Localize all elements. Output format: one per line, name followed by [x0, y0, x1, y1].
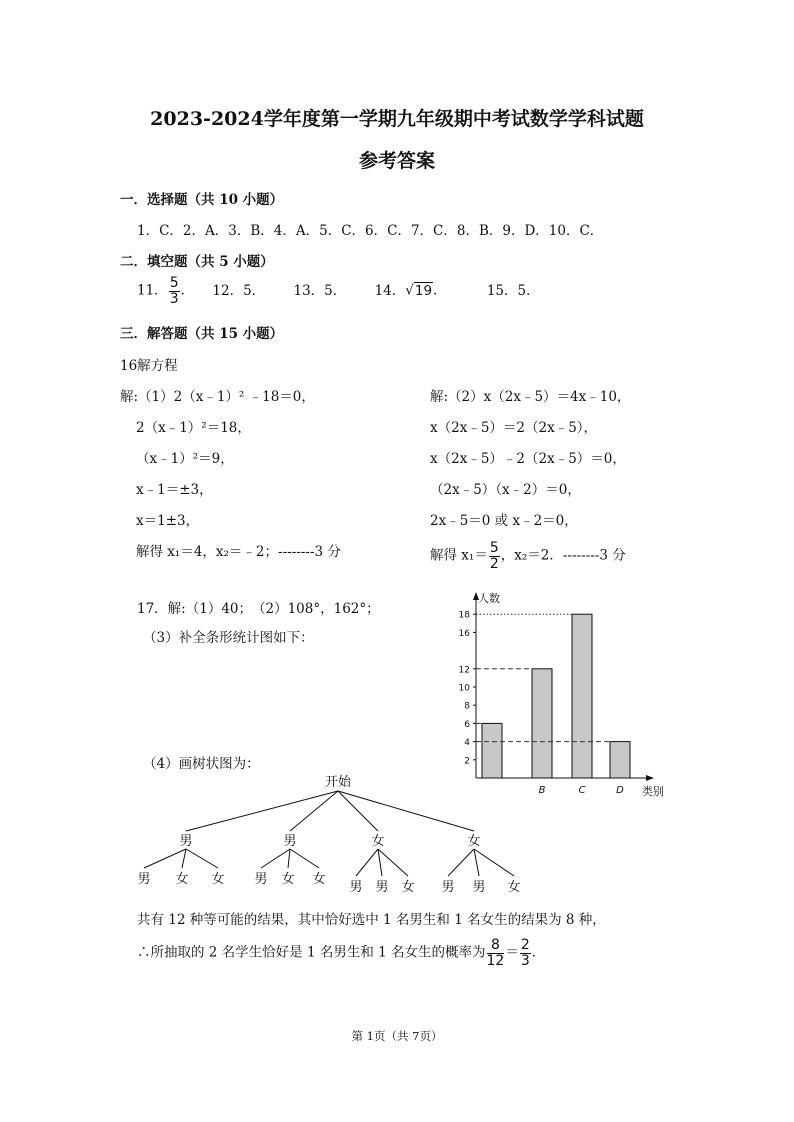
y-tick-label: 10 — [458, 683, 470, 694]
q16-right-line-3: x（2x﹣5）﹣2（2x﹣5）＝0， — [430, 451, 626, 467]
fraction1-denominator: 12 — [486, 952, 505, 969]
tree-branch-level2 — [288, 849, 290, 868]
q11-suffix: ． — [180, 282, 195, 299]
y-tick-label: 12 — [458, 665, 470, 676]
bar-d — [610, 742, 630, 778]
tree-level2-node: 男 — [349, 880, 363, 895]
tree-level1-node: 男 — [179, 834, 193, 849]
section2-answers — [137, 276, 540, 306]
right-final-prefix: 解得 x₁＝ — [430, 547, 488, 564]
y-tick-label: 8 — [464, 701, 470, 712]
conclusion-prefix: ∴所抽取的 2 名学生恰好是 1 名男生和 1 名女生的概率为 — [137, 944, 486, 961]
q11-prefix: 11． — [137, 282, 168, 299]
y-tick-label: 6 — [464, 719, 470, 730]
tree-branch-level2 — [182, 849, 186, 868]
tree-branch-level2 — [378, 849, 382, 876]
q16-left-line-4: x﹣1＝±3， — [136, 482, 213, 498]
right-final-denominator: 2 — [489, 555, 499, 572]
tree-branch-level2 — [448, 849, 474, 876]
tree-level2-node: 女 — [211, 872, 225, 887]
tree-level2-node: 女 — [175, 872, 189, 887]
right-final-fraction — [489, 541, 500, 571]
tree-level2-node: 男 — [441, 880, 455, 895]
tree-level1-node: 女 — [371, 834, 385, 849]
tree-level1-node: 男 — [283, 834, 297, 849]
tree-root: 开始 — [324, 775, 352, 790]
q14-radicand: 19 — [414, 282, 433, 299]
x-axis-label: 类别 — [642, 785, 664, 798]
q16-right-line-2: x（2x﹣5）＝2（2x﹣5）， — [430, 420, 598, 436]
q16-right-line-1: 解:（2）x（2x﹣5）＝4x﹣10， — [430, 389, 631, 405]
tree-branch-level2 — [474, 849, 479, 876]
probability-fraction-1 — [487, 938, 505, 968]
q13-answer: 13．5． — [293, 282, 347, 299]
fraction2-denominator: 3 — [520, 952, 530, 969]
fraction2-numerator: 2 — [520, 937, 530, 953]
x-tick-label-d: D — [616, 785, 624, 796]
tree-branch-root-1 — [186, 791, 338, 831]
tree-level2-node: 女 — [312, 872, 326, 887]
q11-fraction — [169, 276, 180, 306]
q16-right-line-4: （2x﹣5）（x﹣2）＝0， — [430, 482, 581, 498]
section3-heading: 三．解答题（共 15 小题） — [120, 326, 284, 342]
tree-branch-level2 — [144, 849, 186, 868]
tree-level2-node: 女 — [281, 872, 295, 887]
tree-level1-node: 女 — [467, 834, 481, 849]
y-tick-label: 2 — [464, 756, 470, 767]
tree-branch-level2 — [378, 849, 408, 876]
tree-level2-node: 男 — [375, 880, 389, 895]
bar-chart — [440, 588, 680, 800]
q17-line4: （4）画树状图为： — [143, 756, 260, 772]
q14-sqrt: √19 — [405, 282, 433, 299]
tree-branch-level2 — [186, 849, 218, 868]
tree-branch-level2 — [474, 849, 514, 876]
q11-denominator: 3 — [169, 290, 179, 307]
q16-left-line-3: （x﹣1）²＝9， — [136, 451, 234, 467]
bar-c — [572, 614, 592, 778]
q14-prefix: 14． — [374, 282, 406, 299]
fraction1-numerator: 8 — [487, 938, 505, 954]
tree-branch-level2 — [290, 849, 319, 868]
q16-title: 16解方程 — [120, 358, 178, 374]
x-axis-arrow — [646, 775, 654, 781]
section1-heading: 一．选择题（共 10 小题） — [120, 192, 284, 208]
tree-level2-node: 男 — [137, 872, 151, 887]
q16-right-line-5: 2x﹣5＝0 或 x﹣2＝0， — [430, 513, 578, 529]
x-tick-label-c: C — [578, 785, 586, 796]
q12-answer: 12．5． — [212, 282, 266, 299]
q16-left-line-5: x＝1±3， — [136, 513, 200, 529]
tree-level2-node: 男 — [254, 872, 268, 887]
conclusion-line1: 共有 12 种等可能的结果，其中恰好选中 1 名男生和 1 名女生的结果为 8 种， — [137, 912, 606, 928]
y-axis-label: 人数 — [478, 592, 500, 605]
right-final-numerator: 5 — [489, 540, 499, 556]
conclusion-line2 — [137, 938, 545, 968]
q14-suffix: ． — [433, 282, 447, 299]
section1-answers: 1．C．2．A．3．B．4．A．5．C．6．C．7．C．8．B．9．D．10．C． — [137, 223, 604, 239]
tree-level2-node: 女 — [401, 880, 415, 895]
conclusion-suffix: ． — [531, 944, 546, 961]
y-tick-label: 4 — [464, 738, 470, 749]
page-footer: 第 1页（共 7页） — [351, 1029, 443, 1043]
y-tick-label: 16 — [458, 628, 470, 639]
q16-right-final — [430, 541, 626, 571]
tree-level2-node: 女 — [507, 880, 521, 895]
right-final-suffix: ，x₂＝2．--------3 分 — [500, 547, 626, 564]
q17-line2: （3）补全条形统计图如下： — [143, 630, 314, 646]
x-tick-label-b: B — [538, 785, 546, 796]
page-title: 2023-2024学年度第一学期九年级期中考试数学学科试题 — [150, 108, 644, 130]
tree-branch-level2 — [356, 849, 378, 876]
equals-sign: ＝ — [505, 944, 519, 961]
tree-diagram — [120, 770, 550, 900]
probability-fraction-2 — [520, 938, 531, 968]
q16-left-line-2: 2（x﹣1）²＝18， — [136, 420, 251, 436]
y-tick-label: 18 — [458, 610, 470, 621]
tree-branch-level2 — [261, 849, 290, 868]
q17-line1: 17．解:（1）40； （2）108°，162°； — [137, 601, 380, 617]
q16-left-line-1: 解:（1）2（x﹣1）² ﹣18＝0， — [120, 389, 315, 405]
page-subtitle: 参考答案 — [358, 150, 435, 172]
q16-left-line-6: 解得 x₁＝4，x₂＝﹣2；--------3 分 — [136, 544, 341, 560]
tree-level2-node: 男 — [472, 880, 486, 895]
section2-heading: 二．填空题（共 5 小题） — [120, 254, 274, 270]
q11-numerator: 5 — [169, 275, 179, 291]
q15-answer: 15．5． — [486, 282, 540, 299]
bar-b — [532, 669, 552, 778]
